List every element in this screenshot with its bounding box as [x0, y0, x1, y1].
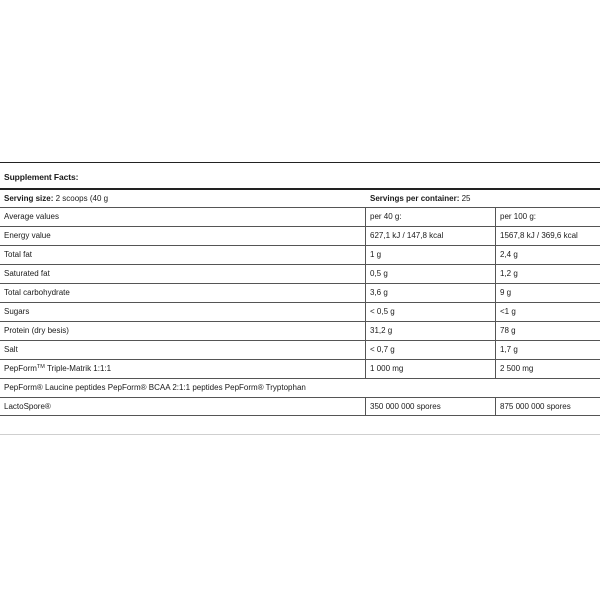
table-row [0, 226, 600, 245]
pepform-per-serving: 1 000 mg [370, 364, 404, 373]
column-header-per-100: per 100 g: [500, 212, 537, 221]
nutrient-name: Sugars [4, 307, 30, 316]
nutrient-name: Salt [4, 345, 18, 354]
column-divider [365, 360, 366, 378]
column-divider [495, 341, 496, 359]
table-row [0, 245, 600, 264]
column-divider [365, 341, 366, 359]
nutrient-per-100: 9 g [500, 288, 512, 297]
lactospore-per-100: 875 000 000 spores [500, 402, 571, 411]
nutrient-per-100: 2,4 g [500, 250, 518, 259]
table-row [0, 283, 600, 302]
column-divider [365, 398, 366, 415]
column-divider [495, 303, 496, 321]
lactospore-row [0, 397, 600, 416]
supplement-facts-table [0, 188, 600, 416]
nutrient-per-100: 1,2 g [500, 269, 518, 278]
nutrient-per-serving: 627,1 kJ / 147,8 kcal [370, 231, 444, 240]
column-divider [495, 322, 496, 340]
column-divider [365, 322, 366, 340]
nutrient-per-serving: 0,5 g [370, 269, 388, 278]
nutrient-per-serving: 3,6 g [370, 288, 388, 297]
nutrient-name: Saturated fat [4, 269, 50, 278]
pepform-name-suffix: Triple-Matrik 1:1:1 [44, 364, 112, 373]
nutrient-per-100: 78 g [500, 326, 516, 335]
column-divider [365, 246, 366, 264]
nutrient-per-serving: < 0,5 g [370, 307, 395, 316]
peptides-note: PepForm® Laucine peptides PepForm® BCAA 2:1:1 peptides PepForm® Tryptophan [4, 383, 306, 392]
column-divider [495, 208, 496, 226]
serving-size-value: 2 scoops (40 g [53, 194, 109, 203]
table-row [0, 340, 600, 359]
pepform-name [4, 360, 111, 378]
pepform-per-100: 2 500 mg [500, 364, 534, 373]
column-divider [495, 246, 496, 264]
column-header-name: Average values [4, 212, 59, 221]
nutrient-per-serving: 1 g [370, 250, 382, 259]
column-divider [365, 208, 366, 226]
pepform-row [0, 359, 600, 378]
peptides-note-row [0, 378, 600, 397]
supplement-facts-title: Supplement Facts: [4, 172, 79, 182]
nutrient-name: Protein (dry besis) [4, 326, 69, 335]
serving-size-label: Serving size: [4, 194, 54, 203]
serving-row [0, 188, 600, 207]
table-row [0, 264, 600, 283]
column-divider [365, 284, 366, 302]
nutrient-name: Total carbohydrate [4, 288, 70, 297]
lactospore-per-serving: 350 000 000 spores [370, 402, 441, 411]
nutrient-per-serving: < 0,7 g [370, 345, 395, 354]
column-divider [365, 303, 366, 321]
nutrient-per-100: 1567,8 kJ / 369,6 kcal [500, 231, 578, 240]
lactospore-name: LactoSpore® [4, 402, 51, 411]
column-divider [365, 227, 366, 245]
column-divider [495, 284, 496, 302]
nutrient-per-100: 1,7 g [500, 345, 518, 354]
column-divider [495, 227, 496, 245]
servings-per-container-label: Servings per container: [370, 194, 460, 203]
column-divider [495, 398, 496, 415]
trademark-mark: TM [36, 364, 45, 370]
nutrient-per-100: <1 g [500, 307, 516, 316]
serving-size [4, 190, 108, 208]
nutrient-name: Energy value [4, 231, 51, 240]
servings-per-container-value: 25 [459, 194, 471, 203]
column-divider [495, 360, 496, 378]
column-header-row [0, 207, 600, 226]
table-row [0, 302, 600, 321]
pepform-name-prefix: PepForm [4, 364, 37, 373]
nutrient-per-serving: 31,2 g [370, 326, 393, 335]
servings-per-container [370, 190, 470, 208]
column-divider [365, 265, 366, 283]
nutrient-name: Total fat [4, 250, 33, 259]
column-header-per-serving: per 40 g: [370, 212, 402, 221]
table-row [0, 321, 600, 340]
supplement-facts-panel [0, 162, 600, 435]
column-divider [495, 265, 496, 283]
